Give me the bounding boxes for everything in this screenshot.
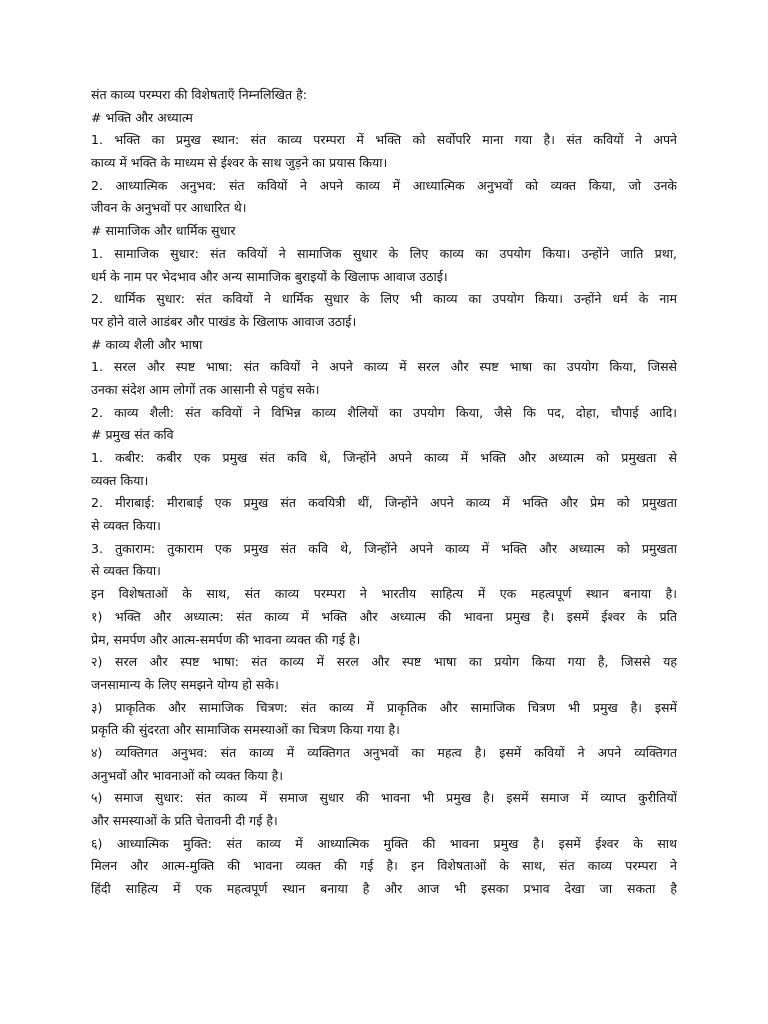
text-line: से व्यक्त किया।	[91, 563, 161, 579]
text-line: 2. आध्यात्मिक अनुभव: संत कवियों ने अपने काव्य में आध्यात्मिक अनुभवों को व्यक्त किया, जो उनके	[91, 177, 677, 193]
text-line: ६) आध्यात्मिक मुक्ति: संत काव्य में आध्यात्मिक मुक्ति की भावना प्रमुख है। इसमें ईश्वर के साथ	[91, 835, 677, 851]
text-line: २) सरल और स्पष्ट भाषा: संत काव्य में सरल और स्पष्ट भाषा का प्रयोग किया गया है, जिससे यह	[91, 654, 677, 670]
text-line: ४) व्यक्तिगत अनुभव: संत काव्य में व्यक्तिगत अनुभवों का महत्व है। इसमें कवियों ने अपने व्यक्तिगत	[91, 744, 677, 760]
text-line: 2. धार्मिक सुधार: संत कवियों ने धार्मिक सुधार के लिए भी काव्य का उपयोग किया। उन्होंने धर्म के नाम	[91, 291, 677, 307]
text-line: १) भक्ति और अध्यात्म: संत काव्य में भक्ति और अध्यात्म की भावना प्रमुख है। इसमें ईश्वर के प्रति	[91, 608, 677, 624]
section-heading: # सामाजिक और धार्मिक सुधार	[91, 223, 236, 239]
text-line: ३) प्राकृतिक और सामाजिक चित्रण: संत काव्य में प्राकृतिक और सामाजिक चित्रण भी प्रमुख है। इसमें	[91, 699, 677, 715]
text-line: 2. मीराबाई: मीराबाई एक प्रमुख संत कवयित्री थीं, जिन्होंने अपने काव्य में भक्ति और प्रेम को प्रमुखता	[91, 495, 677, 511]
text-line: धर्म के नाम पर भेदभाव और अन्य सामाजिक बुराइयों के खिलाफ आवाज उठाई।	[91, 268, 448, 284]
text-line: इन विशेषताओं के साथ, संत काव्य परम्परा ने भारतीय साहित्य में एक महत्वपूर्ण स्थान बनाया है।	[91, 586, 677, 602]
text-line: 1. कबीर: कबीर एक प्रमुख संत कवि थे, जिन्होंने अपने काव्य में भक्ति और अध्यात्म को प्रमुखता से	[91, 450, 677, 465]
text-line: 1. भक्ति का प्रमुख स्थान: संत काव्य परम्परा में भक्ति को सर्वोपरि माना गया है। संत कवियों ने अपने	[91, 132, 677, 148]
text-line: 2. काव्य शैली: संत कवियों ने विभिन्न काव्य शैलियों का उपयोग किया, जैसे कि पद, दोहा, चौपाई आदि।	[91, 404, 677, 420]
document-body	[91, 84, 677, 901]
text-line: संत काव्य परम्परा की विशेषताएँ निम्नलिखित है:	[91, 87, 307, 102]
section-heading: # भक्ति और अध्यात्म	[91, 109, 193, 125]
text-line: हिंदी साहित्य में एक महत्वपूर्ण स्थान बनाया है और आज भी इसका प्रभाव देखा जा सकता है	[91, 881, 677, 897]
text-line: से व्यक्त किया।	[91, 518, 161, 534]
text-line: ५) समाज सुधार: संत काव्य में समाज सुधार की भावना भी प्रमुख है। इसमें समाज में व्याप्त कुरीतियों	[91, 790, 677, 806]
text-line: और समस्याओं के प्रति चेतावनी दी गई है।	[91, 813, 278, 828]
text-line: पर होने वाले आडंबर और पाखंड के खिलाफ आवाज उठाई।	[91, 313, 357, 329]
text-line: 3. तुकाराम: तुकाराम एक प्रमुख संत कवि थे, जिन्होंने अपने काव्य में भक्ति और अध्यात्म को प्रमुखता	[91, 540, 677, 556]
text-line: प्रकृति की सुंदरता और सामाजिक समस्याओं का चित्रण किया गया है।	[91, 722, 400, 738]
text-line: 1. सरल और स्पष्ट भाषा: संत कवियों ने अपने काव्य में सरल और स्पष्ट भाषा का उपयोग किया, जिससे	[91, 359, 677, 375]
text-line: 1. सामाजिक सुधार: संत कवियों ने सामाजिक सुधार के लिए काव्य का उपयोग किया। उन्होंने जाति प्रथा,	[91, 245, 677, 261]
text-line: अनुभवों और भावनाओं को व्यक्त किया है।	[91, 767, 284, 783]
section-heading: # प्रमुख संत कवि	[91, 427, 174, 443]
text-line: मिलन और आत्म-मुक्ति की भावना व्यक्त की गई है। इन विशेषताओं के साथ, संत काव्य परम्परा ने	[91, 858, 677, 874]
text-line: जीवन के अनुभवों पर आधारित थे।	[91, 200, 247, 216]
text-line: उनका संदेश आम लोगों तक आसानी से पहुंच सके।	[91, 381, 320, 397]
section-heading: # काव्य शैली और भाषा	[91, 336, 203, 352]
text-line: प्रेम, समर्पण और आत्म-समर्पण की भावना व्यक्त की गई है।	[91, 631, 361, 647]
text-line: व्यक्त किया।	[91, 472, 149, 488]
text-line: काव्य में भक्ति के माध्यम से ईश्वर के साथ जुड़ने का प्रयास किया।	[91, 155, 388, 171]
text-line: जनसामान्य के लिए समझने योग्य हो सके।	[91, 676, 279, 692]
